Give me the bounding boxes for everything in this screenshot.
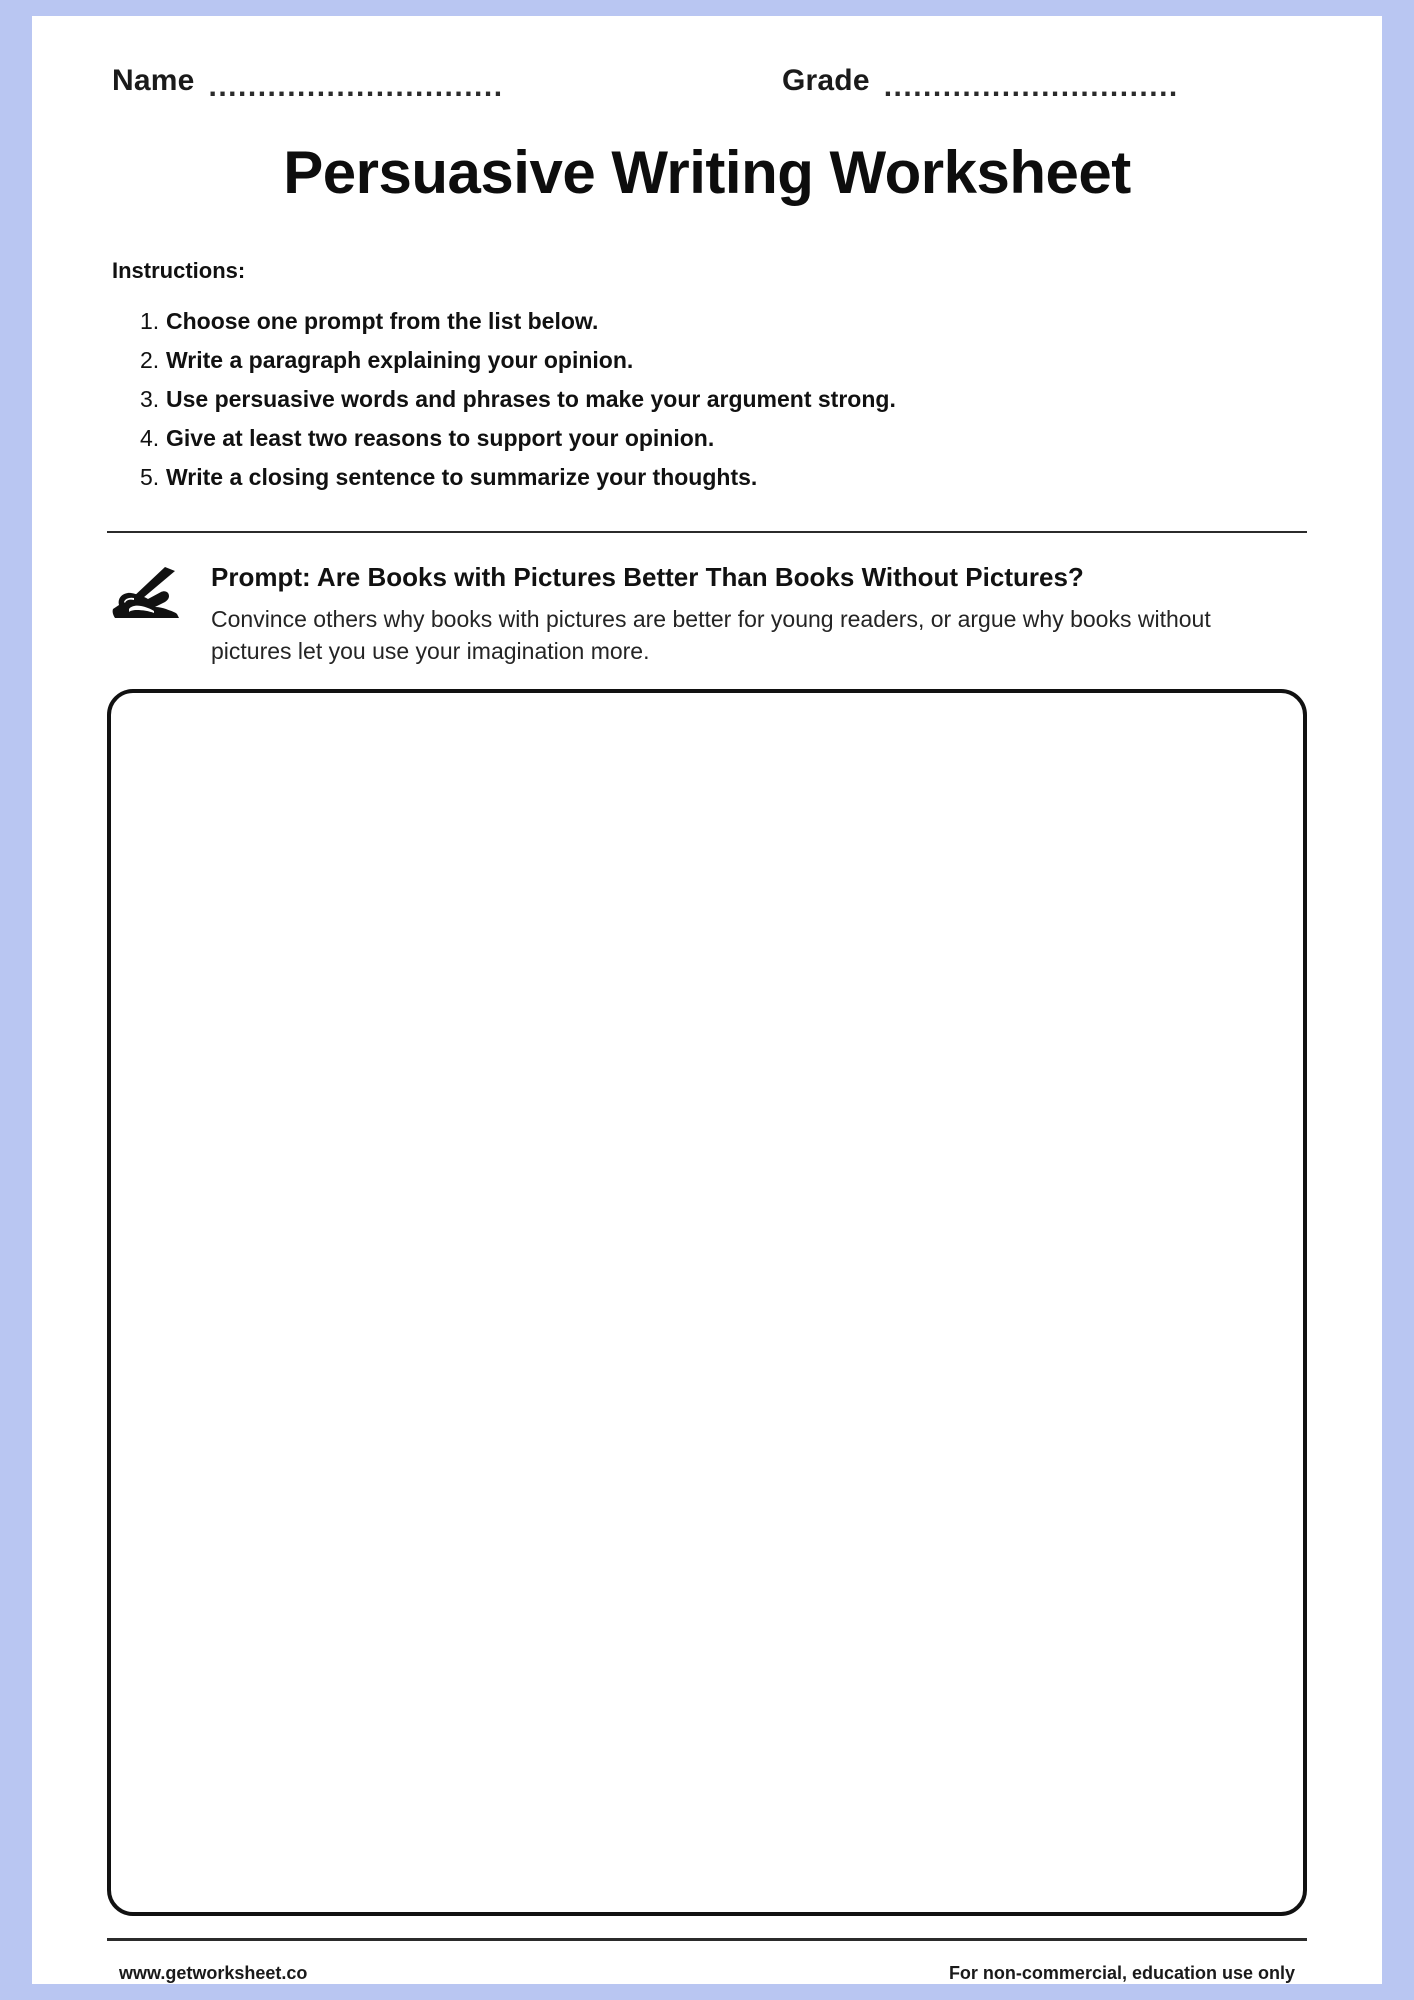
name-input[interactable]: .............................. <box>208 78 504 96</box>
prompt-description: Convince others why books with pictures are better for young readers, or argue why books without pictures let you use your imagination more. <box>211 605 1211 665</box>
header-fields <box>107 64 1307 98</box>
footer-usage-note: For non-commercial, education use only <box>948 1963 1295 1983</box>
section-divider <box>107 531 1307 533</box>
instruction-text: Use persuasive words and phrases to make your argument strong. <box>166 386 896 413</box>
list-item <box>140 306 1302 337</box>
instructions-heading: Instructions: <box>112 258 246 283</box>
instruction-text: Choose one prompt from the list below. <box>166 308 599 334</box>
list-item <box>140 384 1302 415</box>
instruction-text: Write a paragraph explaining your opinion. <box>166 347 634 374</box>
answer-textarea[interactable] <box>107 689 1307 1916</box>
grade-input[interactable]: .............................. <box>883 78 1179 96</box>
instructions-list <box>112 306 1302 493</box>
name-field-group <box>112 64 707 98</box>
list-item <box>140 423 1302 454</box>
instruction-text: Give at least two reasons to support your opinion. <box>166 425 715 452</box>
page-title: Persuasive Writing Worksheet <box>283 139 1131 206</box>
list-item <box>140 345 1302 376</box>
name-label: Name <box>112 64 195 97</box>
grade-label: Grade <box>782 64 870 97</box>
footer-website-link[interactable]: www.getworksheet.co <box>119 1963 308 1983</box>
prompt-text-wrap <box>211 559 1297 667</box>
worksheet-page <box>32 16 1382 1984</box>
page-footer <box>107 1941 1307 1984</box>
list-item <box>140 462 1302 493</box>
grade-field-group <box>707 64 1302 98</box>
instruction-text: Write a closing sentence to summarize your thoughts. <box>166 464 758 491</box>
writing-hand-icon <box>107 559 193 667</box>
prompt-heading: Prompt: Are Books with Pictures Better Than Books Without Pictures? <box>211 562 1084 593</box>
instructions-block <box>107 258 1307 501</box>
prompt-section <box>107 559 1307 667</box>
